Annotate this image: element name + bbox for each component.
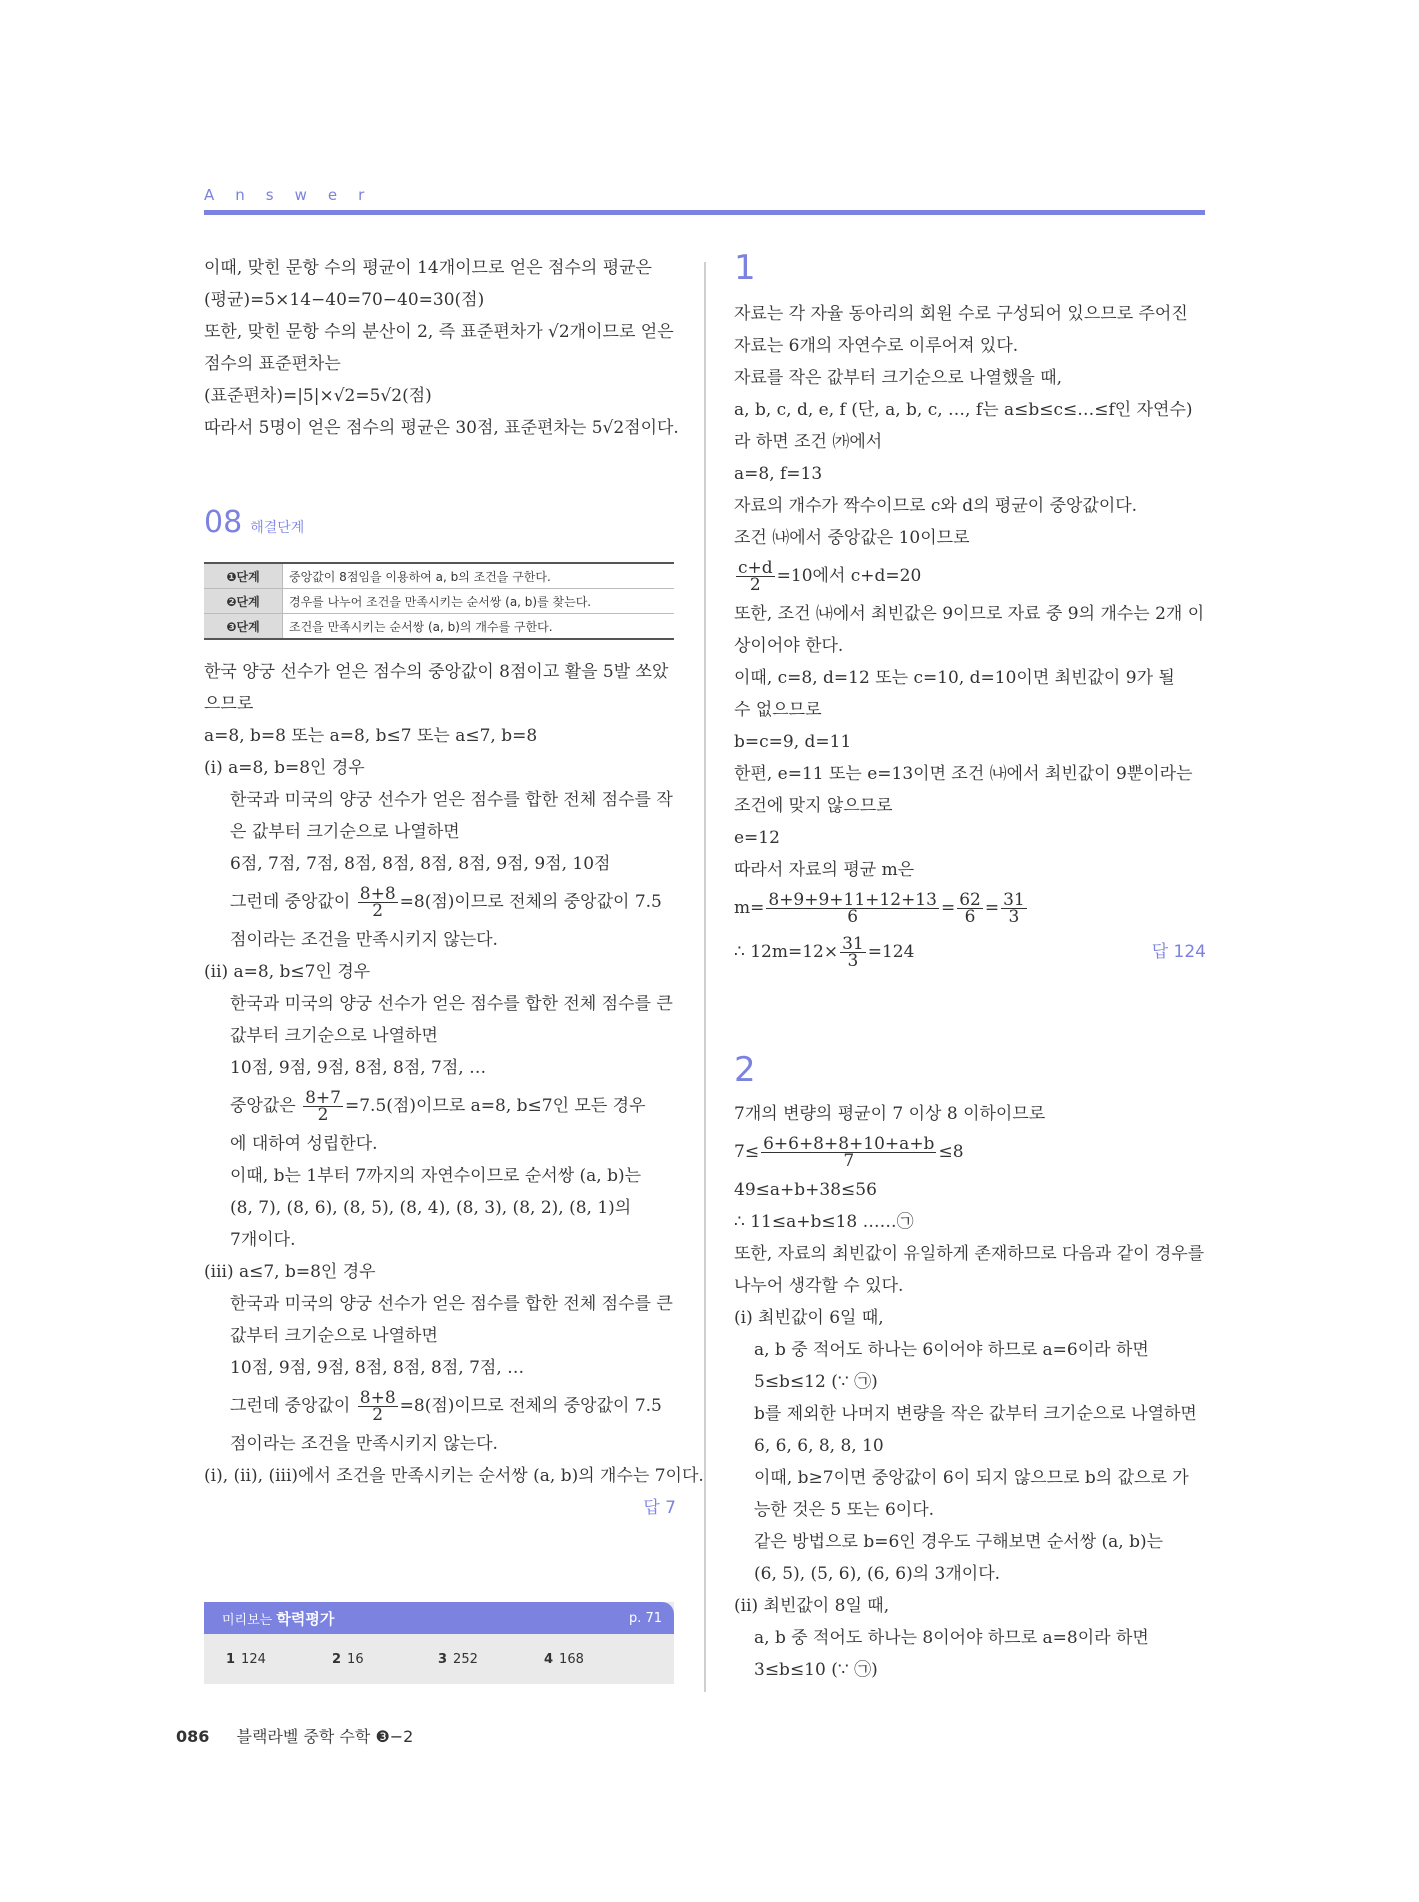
case-heading: (ⅱ) a=8, b≤7인 경우 — [204, 962, 371, 982]
body-line: 점이라는 조건을 만족시키지 않는다. — [230, 930, 498, 950]
numerator: 31 — [1003, 890, 1025, 910]
body-line: 수 없으므로 — [734, 700, 822, 720]
step-text: 경우를 나누어 조건을 만족시키는 순서쌍 (a, b)를 찾는다. — [283, 589, 675, 614]
step-label: ❸단계 — [204, 614, 283, 640]
item-number: 2 — [332, 1651, 342, 1667]
body-line: 이때, b≥7이면 중앙값이 6이 되지 않으므로 b의 값으로 가 — [754, 1468, 1189, 1488]
solution-1-body — [734, 298, 1206, 974]
preview-title-main: 학력평가 — [276, 1609, 335, 1628]
fraction — [358, 886, 398, 919]
item-number: 3 — [438, 1651, 448, 1667]
body-line: (8, 7), (8, 6), (8, 5), (8, 4), (8, 3), (8, 2), (8, 1)의 — [230, 1198, 632, 1218]
body-line: 같은 방법으로 b=6인 경우도 구해보면 순서쌍 (a, b)는 — [754, 1532, 1164, 1552]
body-line: 능한 것은 5 또는 6이다. — [754, 1500, 935, 1520]
fraction — [957, 892, 983, 925]
numerator: 31 — [842, 934, 864, 954]
preview-item — [226, 1652, 332, 1667]
intro-line: (평균)=5×14−40=70−40=30(점) — [204, 290, 485, 310]
denominator: 2 — [372, 901, 384, 921]
section-08-heading — [204, 505, 304, 540]
body-line: 이때, c=8, d=12 또는 c=10, d=10이면 최빈값이 9가 될 — [734, 668, 1175, 688]
body-line: 한국과 미국의 양궁 선수가 얻은 점수를 합한 전체 점수를 작 — [230, 790, 673, 810]
body-line: 에 대하여 성립한다. — [230, 1134, 378, 1154]
fraction — [358, 1390, 398, 1423]
body-line: 따라서 자료의 평균 m은 — [734, 860, 915, 880]
text-span: =10에서 c+d=20 — [776, 566, 922, 586]
step-text: 중앙값이 8점임을 이용하여 a, b의 조건을 구한다. — [283, 563, 675, 589]
conclusion-line: (ⅰ), (ⅱ), (ⅲ)에서 조건을 만족시키는 순서쌍 (a, b)의 개수는 7이다. — [204, 1466, 704, 1486]
header-rule — [204, 210, 1205, 215]
body-line: 7개이다. — [230, 1230, 296, 1250]
step-row — [204, 589, 674, 614]
intro-line: 따라서 5명이 얻은 점수의 평균은 30점, 표준편차는 5√2점이다. — [204, 418, 679, 438]
denominator: 3 — [847, 951, 859, 971]
body-line: 49≤a+b+38≤56 — [734, 1180, 877, 1200]
text-span: 중앙값은 — [230, 1096, 296, 1116]
body-line: 10점, 9점, 9점, 8점, 8점, 7점, … — [230, 1058, 487, 1078]
body-line: 6점, 7점, 7점, 8점, 8점, 8점, 8점, 9점, 9점, 10점 — [230, 854, 611, 874]
item-value: 124 — [241, 1651, 266, 1667]
denominator: 2 — [372, 1405, 384, 1425]
body-line: 상이어야 한다. — [734, 636, 844, 656]
body-line: 한국 양궁 선수가 얻은 점수의 중앙값이 8점이고 활을 5발 쏘았 — [204, 662, 669, 682]
body-line: 자료는 각 자율 동아리의 회원 수로 구성되어 있으므로 주어진 — [734, 304, 1188, 324]
denominator: 6 — [847, 907, 859, 927]
case-heading: (ⅱ) 최빈값이 8일 때, — [734, 1596, 890, 1616]
section-08-body — [204, 656, 704, 1524]
body-line: 10점, 9점, 9점, 8점, 8점, 8점, 7점, … — [230, 1358, 525, 1378]
fraction — [766, 892, 939, 925]
page-footer — [176, 1724, 413, 1747]
body-line: 자료는 6개의 자연수로 이루어져 있다. — [734, 336, 1019, 356]
text-span: =8(점)이므로 전체의 중앙값이 7.5 — [399, 1396, 662, 1416]
body-line: b=c=9, d=11 — [734, 732, 852, 752]
intro-line: 이때, 맞힌 문항 수의 평균이 14개이므로 얻은 점수의 평균은 — [204, 258, 652, 278]
fraction-line — [734, 886, 1206, 930]
page-number: 086 — [176, 1727, 210, 1746]
body-line: 또한, 자료의 최빈값이 유일하게 존재하므로 다음과 같이 경우를 — [734, 1244, 1205, 1264]
text-span: =7.5(점)이므로 a=8, b≤7인 모든 경우 — [345, 1096, 646, 1116]
intro-line: (표준편차)=|5|×√2=5√2(점) — [204, 386, 432, 406]
preview-title-prefix: 미리보는 — [222, 1612, 273, 1628]
fraction-line — [204, 880, 676, 924]
numerator: c+d — [738, 558, 773, 578]
answer-header-label: Answer — [204, 186, 386, 204]
intro-block — [204, 252, 679, 444]
step-row — [204, 614, 674, 640]
denominator: 7 — [843, 1151, 855, 1171]
text-span: 7≤ — [734, 1142, 760, 1162]
body-line: (6, 5), (5, 6), (6, 6)의 3개이다. — [754, 1564, 1001, 1584]
denominator: 3 — [1008, 907, 1020, 927]
fraction-line — [204, 1384, 676, 1428]
body-line: 또한, 조건 ㈏에서 최빈값은 9이므로 자료 중 9의 개수는 2개 이 — [734, 604, 1205, 624]
preview-item — [544, 1652, 650, 1667]
body-line: e=12 — [734, 828, 780, 848]
step-text: 조건을 만족시키는 순서쌍 (a, b)의 개수를 구한다. — [283, 614, 675, 640]
case-heading: (ⅲ) a≤7, b=8인 경우 — [204, 1262, 376, 1282]
body-line: 라 하면 조건 ㈎에서 — [734, 432, 883, 452]
text-span: m= — [734, 898, 765, 918]
step-row — [204, 563, 674, 589]
body-line: 6, 6, 6, 8, 8, 10 — [754, 1436, 884, 1456]
text-span: = — [984, 898, 1000, 918]
body-line: a, b 중 적어도 하나는 8이어야 하므로 a=8이라 하면 — [754, 1628, 1149, 1648]
text-span: 그런데 중앙값이 — [230, 892, 351, 912]
case-heading: (ⅰ) 최빈값이 6일 때, — [734, 1308, 884, 1328]
answer-label: 답 124 — [1151, 942, 1206, 962]
text-span: =8(점)이므로 전체의 중앙값이 7.5 — [399, 892, 662, 912]
solution-1-number: 1 — [734, 248, 756, 288]
section-number: 08 — [204, 505, 243, 540]
fraction — [303, 1090, 343, 1123]
fraction-line — [734, 930, 1206, 974]
intro-line: 또한, 맞힌 문항 수의 분산이 2, 즉 표준편차가 √2개이므로 얻은 — [204, 322, 674, 342]
book-title: 블랙라벨 중학 수학 ❸−2 — [236, 1727, 414, 1746]
fraction — [1001, 892, 1027, 925]
item-value: 252 — [453, 1651, 478, 1667]
body-line: 5≤b≤12 (∵ ㉠) — [754, 1372, 878, 1392]
body-line: 값부터 크기순으로 나열하면 — [230, 1326, 438, 1346]
numerator: 62 — [959, 890, 981, 910]
fraction — [840, 936, 866, 969]
numerator: 8+8 — [359, 1388, 396, 1408]
solution-2-body — [734, 1098, 1206, 1686]
numerator: 8+7 — [305, 1088, 341, 1108]
denominator: 2 — [749, 575, 761, 595]
answer-label: 답 7 — [643, 1498, 676, 1518]
body-line: 나누어 생각할 수 있다. — [734, 1276, 904, 1296]
item-number: 4 — [544, 1651, 554, 1667]
body-line: 한편, e=11 또는 e=13이면 조건 ㈏에서 최빈값이 9뿐이라는 — [734, 764, 1193, 784]
body-line: 점이라는 조건을 만족시키지 않는다. — [230, 1434, 498, 1454]
body-line: 조건에 맞지 않으므로 — [734, 796, 893, 816]
body-line: 3≤b≤10 (∵ ㉠) — [754, 1660, 878, 1680]
final-expression — [734, 930, 914, 974]
body-line: b를 제외한 나머지 변량을 작은 값부터 크기순으로 나열하면 — [754, 1404, 1197, 1424]
solution-2-number: 2 — [734, 1050, 756, 1090]
numerator: 8+9+9+11+12+13 — [768, 890, 937, 910]
section-label: 해결단계 — [250, 520, 305, 536]
body-line: a=8, f=13 — [734, 464, 823, 484]
case-heading: (ⅰ) a=8, b=8인 경우 — [204, 758, 365, 778]
numerator: 6+6+8+8+10+a+b — [763, 1134, 935, 1154]
fraction — [761, 1136, 936, 1169]
preview-header — [204, 1602, 674, 1634]
body-line: 값부터 크기순으로 나열하면 — [230, 1026, 438, 1046]
body-line: 조건 ㈏에서 중앙값은 10이므로 — [734, 528, 970, 548]
item-number: 1 — [226, 1651, 236, 1667]
fraction-line — [734, 1130, 1206, 1174]
preview-item — [332, 1652, 438, 1667]
preview-title — [222, 1608, 334, 1629]
preview-page: p. 71 — [628, 1610, 662, 1626]
text-span: ∴ 12m=12× — [734, 942, 839, 962]
preview-answers — [204, 1634, 674, 1684]
denominator: 2 — [317, 1105, 329, 1125]
text-span: = — [940, 898, 956, 918]
text-span: ≤8 — [938, 1142, 964, 1162]
text-span: =124 — [867, 942, 915, 962]
step-label: ❶단계 — [204, 563, 283, 589]
fraction-line — [204, 1084, 676, 1128]
body-line: 한국과 미국의 양궁 선수가 얻은 점수를 합한 전체 점수를 큰 — [230, 994, 673, 1014]
body-line: 한국과 미국의 양궁 선수가 얻은 점수를 합한 전체 점수를 큰 — [230, 1294, 673, 1314]
body-line: a, b, c, d, e, f (단, a, b, c, …, f는 a≤b≤c≤…≤f인 자연수) — [734, 400, 1193, 420]
denominator: 6 — [964, 907, 976, 927]
body-line: a=8, b=8 또는 a=8, b≤7 또는 a≤7, b=8 — [204, 726, 538, 746]
fraction-line — [734, 554, 1206, 598]
body-line: 7개의 변량의 평균이 7 이상 8 이하이므로 — [734, 1104, 1046, 1124]
body-line: 자료를 작은 값부터 크기순으로 나열했을 때, — [734, 368, 1063, 388]
body-line: 이때, b는 1부터 7까지의 자연수이므로 순서쌍 (a, b)는 — [230, 1166, 642, 1186]
numerator: 8+8 — [359, 884, 396, 904]
intro-line: 점수의 표준편차는 — [204, 354, 341, 374]
item-value: 16 — [347, 1651, 364, 1667]
column-divider — [704, 262, 706, 1692]
step-label: ❷단계 — [204, 589, 283, 614]
body-line: 은 값부터 크기순으로 나열하면 — [230, 822, 460, 842]
preview-box — [204, 1602, 674, 1684]
solution-steps-table — [204, 562, 674, 640]
body-line: 으므로 — [204, 694, 254, 714]
body-line: 자료의 개수가 짝수이므로 c와 d의 평균이 중앙값이다. — [734, 496, 1138, 516]
text-span: 그런데 중앙값이 — [230, 1396, 351, 1416]
fraction — [736, 560, 775, 593]
preview-item — [438, 1652, 544, 1667]
item-value: 168 — [559, 1651, 584, 1667]
body-line: ∴ 11≤a+b≤18 ……㉠ — [734, 1212, 914, 1232]
body-line: a, b 중 적어도 하나는 6이어야 하므로 a=6이라 하면 — [754, 1340, 1149, 1360]
